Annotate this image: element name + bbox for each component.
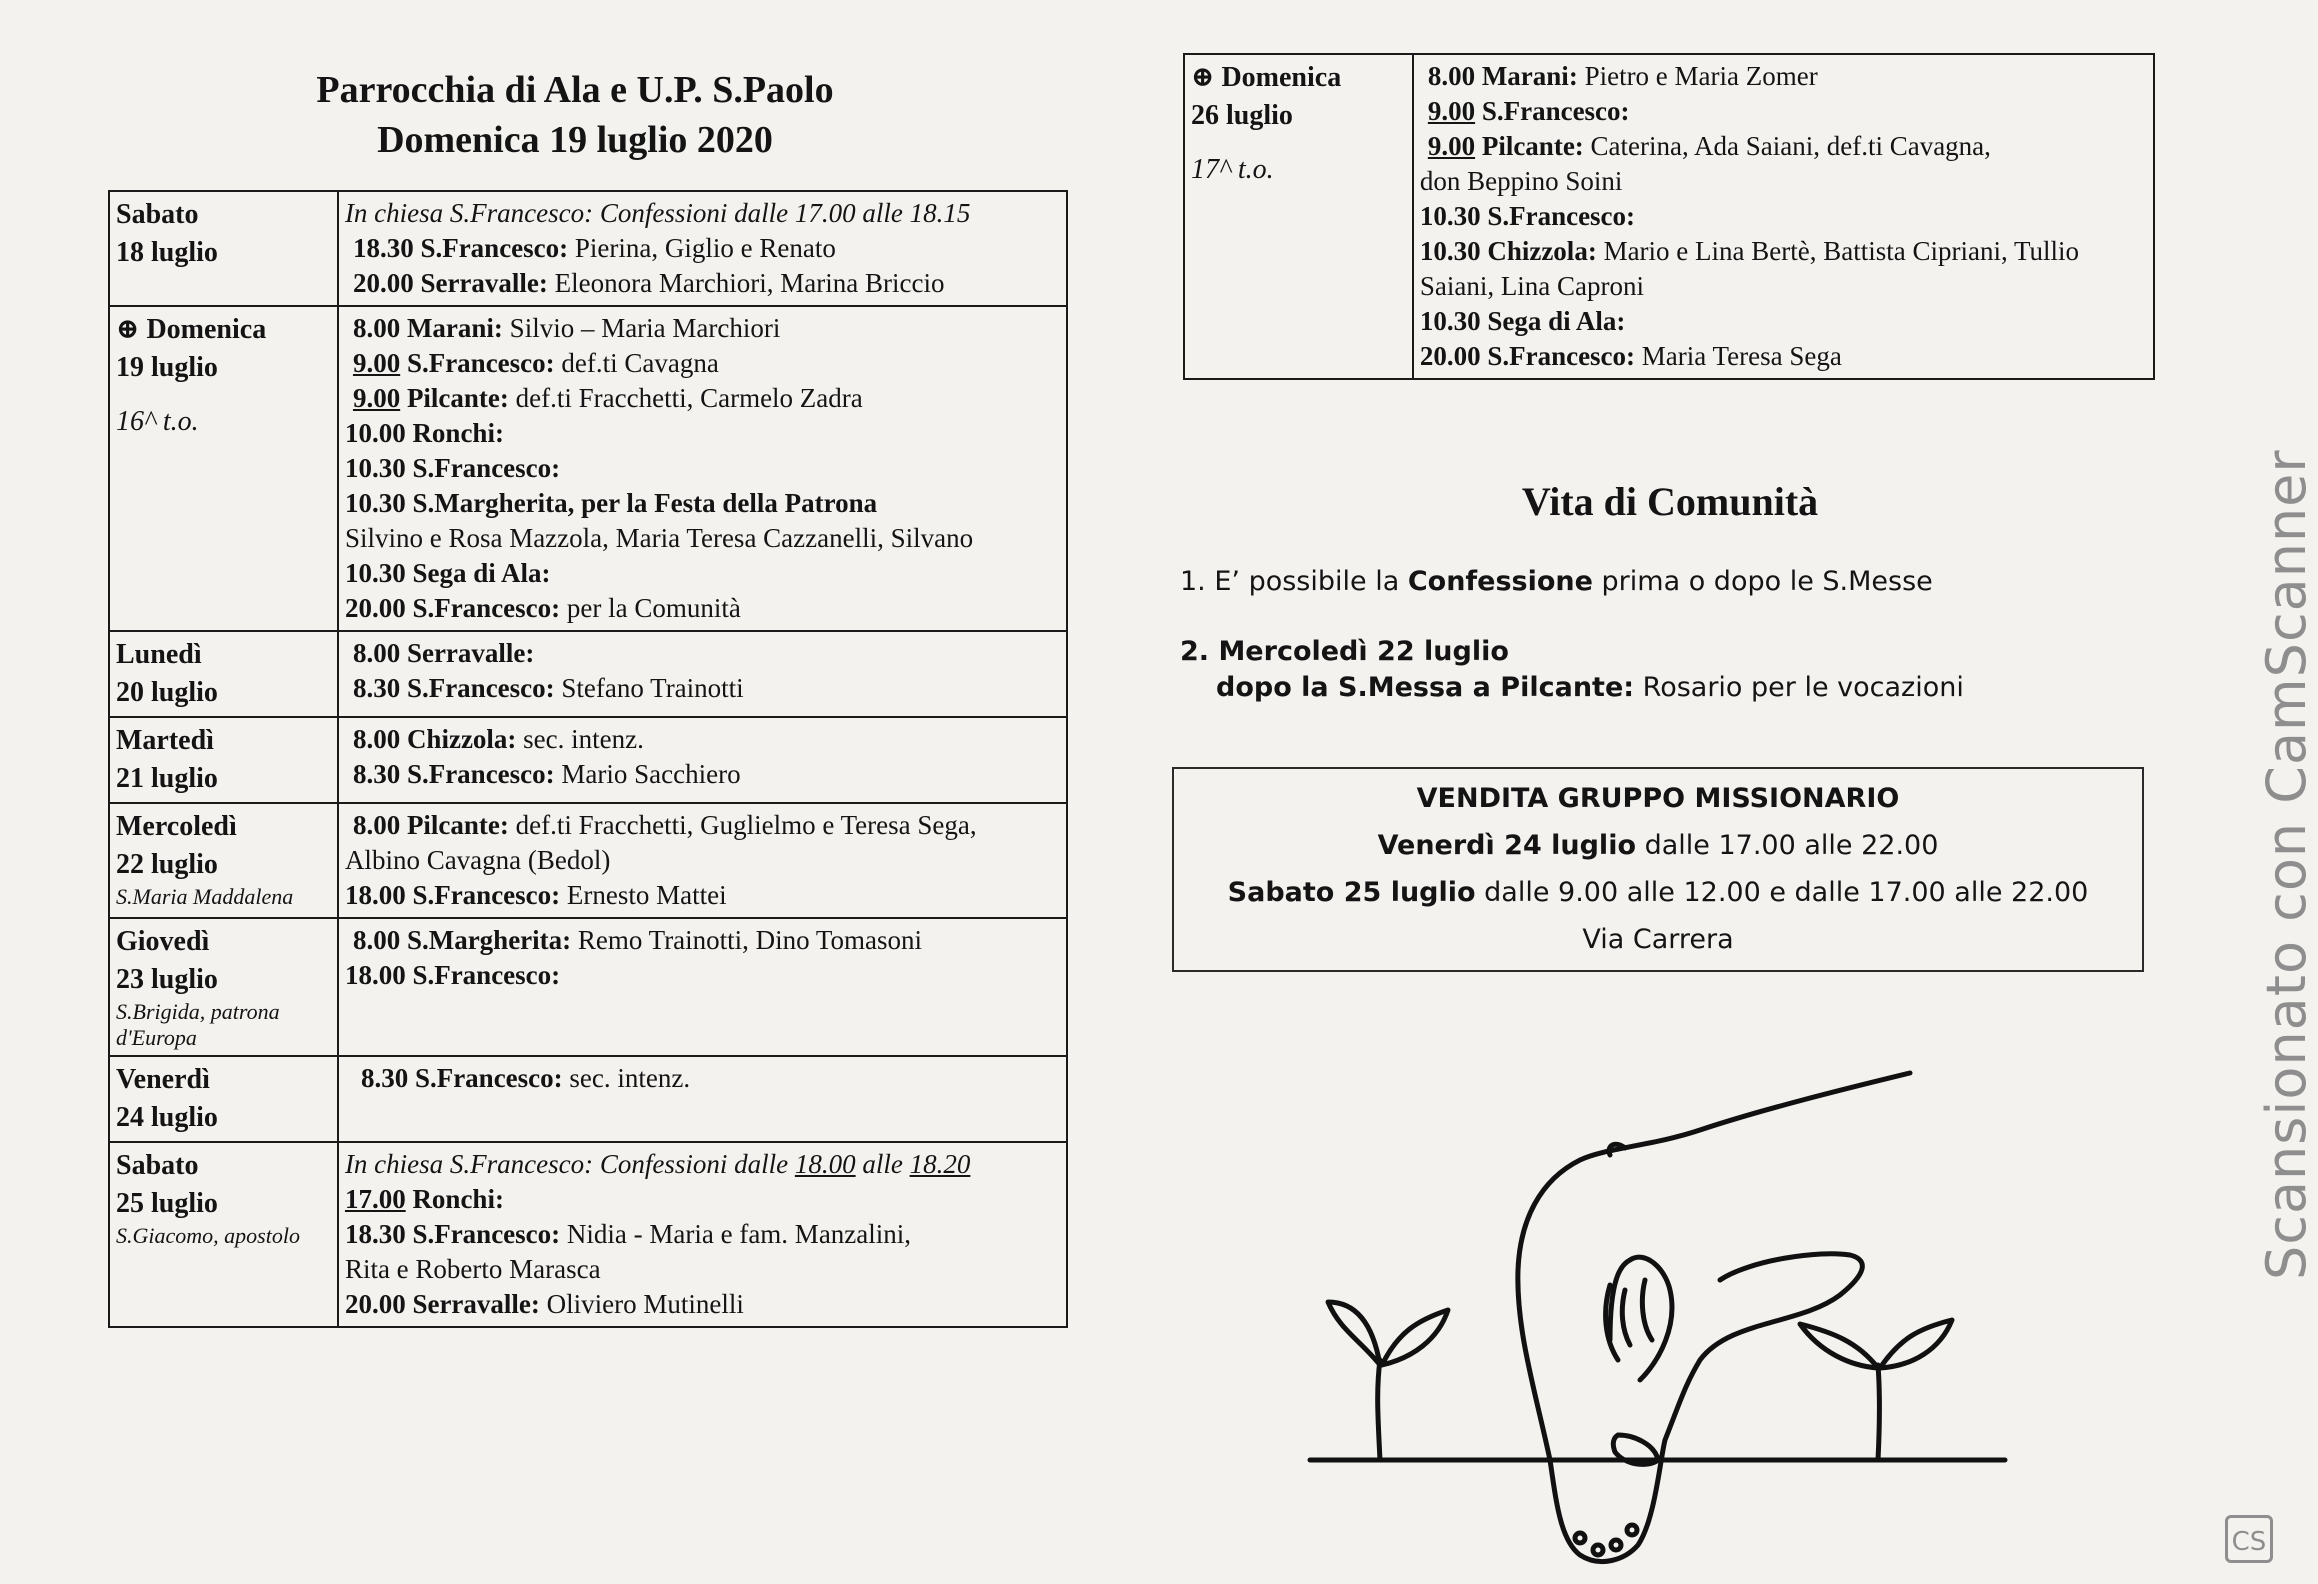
event-location: 20.00 Serravalle:: [344, 1289, 540, 1319]
day-saint: S.Brigida, patrona d'Europa: [116, 999, 280, 1050]
event-intention: Albino Cavagna (Bedol): [344, 845, 611, 875]
schedule-event: [345, 757, 1060, 792]
event-intention: sec. intenz.: [562, 1063, 691, 1093]
event-location: Ronchi:: [405, 1184, 504, 1214]
event-intention: Mario e Lina Bertè, Battista Cipriani, Tullio: [1596, 236, 2080, 266]
events-cell: [338, 803, 1067, 918]
day-cell: [109, 803, 338, 918]
events-cell: [338, 631, 1067, 717]
event-intention: Saiani, Lina Caproni: [1419, 271, 1645, 301]
schedule-event: [345, 381, 1060, 416]
day-name: Mercoledì: [116, 811, 237, 842]
event-intention: def.ti Fracchetti, Guglielmo e Teresa Sega,: [508, 810, 977, 840]
schedule-event: [345, 486, 1060, 521]
schedule-event: [1420, 304, 2147, 339]
events-cell: [338, 1142, 1067, 1327]
schedule-event: [1420, 339, 2147, 374]
event-intention: Nidia - Maria e fam. Manzalini,: [560, 1219, 912, 1249]
day-name: Sabato: [116, 1150, 199, 1181]
day-cell: [109, 631, 338, 717]
schedule-event: [1420, 94, 2147, 129]
schedule-event: In chiesa S.Francesco: Confessioni dalle 18.00 alle 18.20: [344, 1149, 971, 1179]
events-cell: [1413, 54, 2154, 379]
schedule-event: [345, 266, 1060, 301]
day-cell: [109, 1142, 338, 1327]
day-name: Giovedì: [116, 926, 210, 957]
event-location: 8.30 S.Francesco:: [352, 673, 555, 703]
event-intention: Pietro e Maria Zomer: [1577, 61, 1818, 91]
schedule-row: [109, 1056, 1067, 1142]
schedule-event: [1420, 234, 2147, 269]
community-item-2-date: 2. Mercoledì 22 luglio: [1180, 636, 1509, 667]
event-intention: Silvino e Rosa Mazzola, Maria Teresa Cazzanelli, Silvano: [344, 523, 974, 553]
day-date: 25 luglio: [116, 1188, 218, 1219]
schedule-event: [345, 346, 1060, 381]
day-date: 21 luglio: [116, 763, 218, 794]
day-date: 23 luglio: [116, 964, 218, 995]
event-location: 20.00 Serravalle:: [352, 268, 548, 298]
event-location: 18.00 S.Francesco:: [344, 960, 561, 990]
schedule-event: [345, 1217, 1060, 1252]
event-location: 8.30 S.Francesco:: [352, 759, 555, 789]
event-intention: per la Comunità: [560, 593, 741, 623]
schedule-event: [345, 878, 1060, 913]
schedule-row: [109, 717, 1067, 803]
day-saint: S.Maria Maddalena: [116, 884, 294, 909]
schedule-event: [345, 231, 1060, 266]
event-location: 18.00 S.Francesco:: [344, 880, 561, 910]
underlined-time: 9.00: [1427, 96, 1476, 126]
day-date: 26 luglio: [1191, 100, 1293, 131]
sale-place: Via Carrera: [1582, 924, 1734, 955]
day-saint: S.Giacomo, apostolo: [116, 1223, 300, 1248]
schedule-row: [109, 803, 1067, 918]
underlined-time: 17.00: [344, 1184, 406, 1214]
event-location: 8.00 Serravalle:: [352, 638, 535, 668]
day-date: 18 luglio: [116, 237, 218, 268]
day-cell: [109, 191, 338, 306]
schedule-next-row: [1184, 54, 2154, 379]
event-location: 10.30 S.Francesco:: [344, 453, 561, 483]
event-location: 18.30 S.Francesco:: [352, 233, 569, 263]
day-date: 19 luglio: [116, 352, 218, 383]
event-intention: Ernesto Mattei: [560, 880, 727, 910]
events-cell: [338, 918, 1067, 1056]
day-cell: [1184, 54, 1413, 379]
sowing-hand-illustration: [1280, 1040, 2040, 1580]
event-intention: Caterina, Ada Saiani, def.ti Cavagna,: [1583, 131, 1991, 161]
event-location: 10.30 S.Francesco:: [1419, 201, 1636, 231]
day-cell: [109, 717, 338, 803]
schedule-event: [1420, 164, 2147, 199]
schedule-event: [345, 521, 1060, 556]
date-title: Domenica 19 luglio 2020: [377, 119, 773, 161]
next-sunday-table: [1183, 53, 2155, 380]
events-cell: [338, 191, 1067, 306]
event-location: 10.30 Sega di Ala:: [1419, 306, 1626, 336]
schedule-event: [345, 451, 1060, 486]
scanner-watermark: Scansionato con CamScanner: [2255, 449, 2318, 1280]
event-intention: Maria Teresa Sega: [1635, 341, 1842, 371]
day-name: Venerdì: [116, 1064, 210, 1095]
underlined-time: 9.00: [352, 348, 401, 378]
weekly-schedule-table: [108, 190, 1068, 1328]
schedule-event: [345, 311, 1060, 346]
schedule-row: [109, 1142, 1067, 1327]
community-item-2: 2. Mercoledì 22 luglio dopo la S.Messa a Pilcante: Rosario per le vocazioni: [1180, 636, 1964, 703]
community-section-title: Vita di Comunità: [1521, 479, 1819, 524]
schedule-row: [109, 918, 1067, 1056]
event-location: 8.00 Pilcante:: [352, 810, 509, 840]
event-intention: Stefano Trainotti: [554, 673, 744, 703]
day-cell: [109, 1056, 338, 1142]
day-name: Sabato: [116, 199, 199, 230]
day-name: Lunedì: [116, 639, 202, 670]
day-cell: [109, 306, 338, 631]
event-location: 10.30 S.Margherita, per la Festa della Patrona: [344, 488, 878, 518]
sale-saturday: Sabato 25 luglio dalle 9.00 alle 12.00 e dalle 17.00 alle 22.00: [1227, 877, 2089, 908]
event-location: 8.00 Chizzola:: [352, 724, 517, 754]
underlined-time: 9.00: [1427, 131, 1476, 161]
schedule-event: [345, 636, 1060, 671]
schedule-event: [1420, 199, 2147, 234]
event-location: 20.00 S.Francesco:: [1419, 341, 1636, 371]
event-location: Pilcante:: [1475, 131, 1584, 161]
schedule-event: [1420, 129, 2147, 164]
underlined-time: 18.20: [909, 1149, 971, 1179]
day-name: Martedì: [116, 725, 214, 756]
day-date: 22 luglio: [116, 849, 218, 880]
schedule-row: [109, 191, 1067, 306]
sale-friday: Venerdì 24 luglio dalle 17.00 alle 22.00: [1377, 830, 1939, 861]
parish-title: Parrocchia di Ala e U.P. S.Paolo: [316, 69, 834, 111]
events-cell: [338, 717, 1067, 803]
schedule-event: [345, 1061, 1060, 1096]
day-date: 20 luglio: [116, 677, 218, 708]
schedule-event: [345, 958, 1060, 993]
event-location: 8.00 Marani:: [352, 313, 503, 343]
day-date: 24 luglio: [116, 1102, 218, 1133]
event-intention: Oliviero Mutinelli: [539, 1289, 744, 1319]
schedule-event: [345, 1252, 1060, 1287]
camscanner-logo-icon: CS: [2225, 1515, 2273, 1563]
schedule-event: [345, 722, 1060, 757]
underlined-time: 9.00: [352, 383, 401, 413]
event-intention: Mario Sacchiero: [554, 759, 741, 789]
day-cell: [109, 918, 338, 1056]
events-cell: [338, 306, 1067, 631]
day-name: ⊕ Domenica: [116, 314, 267, 345]
schedule-event: [345, 556, 1060, 591]
event-intention: def.ti Cavagna: [554, 348, 719, 378]
event-intention: Eleonora Marchiori, Marina Briccio: [547, 268, 945, 298]
missionary-sale-title: VENDITA GRUPPO MISSIONARIO: [1416, 783, 1900, 814]
events-cell: [338, 1056, 1067, 1142]
event-location: 8.00 Marani:: [1427, 61, 1578, 91]
schedule-event: [345, 1182, 1060, 1217]
day-name: ⊕ Domenica: [1191, 62, 1342, 93]
event-location: 20.00 S.Francesco:: [344, 593, 561, 623]
event-intention: Pierina, Giglio e Renato: [568, 233, 836, 263]
event-intention: Silvio – Maria Marchiori: [502, 313, 781, 343]
underlined-time: 18.00: [794, 1149, 856, 1179]
event-intention: sec. intenz.: [516, 724, 644, 754]
liturgical-week: 17^ t.o.: [1191, 154, 1274, 185]
schedule-event: [345, 416, 1060, 451]
schedule-event: [345, 923, 1060, 958]
event-location: S.Francesco:: [400, 348, 555, 378]
community-item-1: 1. E’ possibile la Confessione prima o dopo le S.Messe: [1180, 566, 1933, 597]
event-intention: Remo Trainotti, Dino Tomasoni: [571, 925, 923, 955]
schedule-event: [345, 808, 1060, 843]
event-location: Pilcante:: [400, 383, 509, 413]
event-intention: Rita e Roberto Marasca: [344, 1254, 601, 1284]
event-location: 10.30 Chizzola:: [1419, 236, 1597, 266]
event-location: S.Francesco:: [1475, 96, 1630, 126]
schedule-event: [345, 843, 1060, 878]
event-location: 10.30 Sega di Ala:: [344, 558, 551, 588]
missionary-sale-box: [1172, 767, 2144, 972]
liturgical-week: 16^ t.o.: [116, 406, 199, 437]
event-location: 8.30 S.Francesco:: [360, 1063, 563, 1093]
schedule-event: [345, 1287, 1060, 1322]
schedule-event: [345, 671, 1060, 706]
event-intention: def.ti Fracchetti, Carmelo Zadra: [508, 383, 863, 413]
schedule-event: [1420, 269, 2147, 304]
event-location: 8.00 S.Margherita:: [352, 925, 572, 955]
schedule-event: In chiesa S.Francesco: Confessioni dalle 17.00 alle 18.15: [344, 198, 971, 228]
event-location: 10.00 Ronchi:: [344, 418, 504, 448]
event-location: 18.30 S.Francesco:: [344, 1219, 561, 1249]
schedule-event: [1420, 59, 2147, 94]
event-intention: don Beppino Soini: [1419, 166, 1623, 196]
schedule-row: [109, 306, 1067, 631]
schedule-event: [345, 591, 1060, 626]
schedule-row: [109, 631, 1067, 717]
